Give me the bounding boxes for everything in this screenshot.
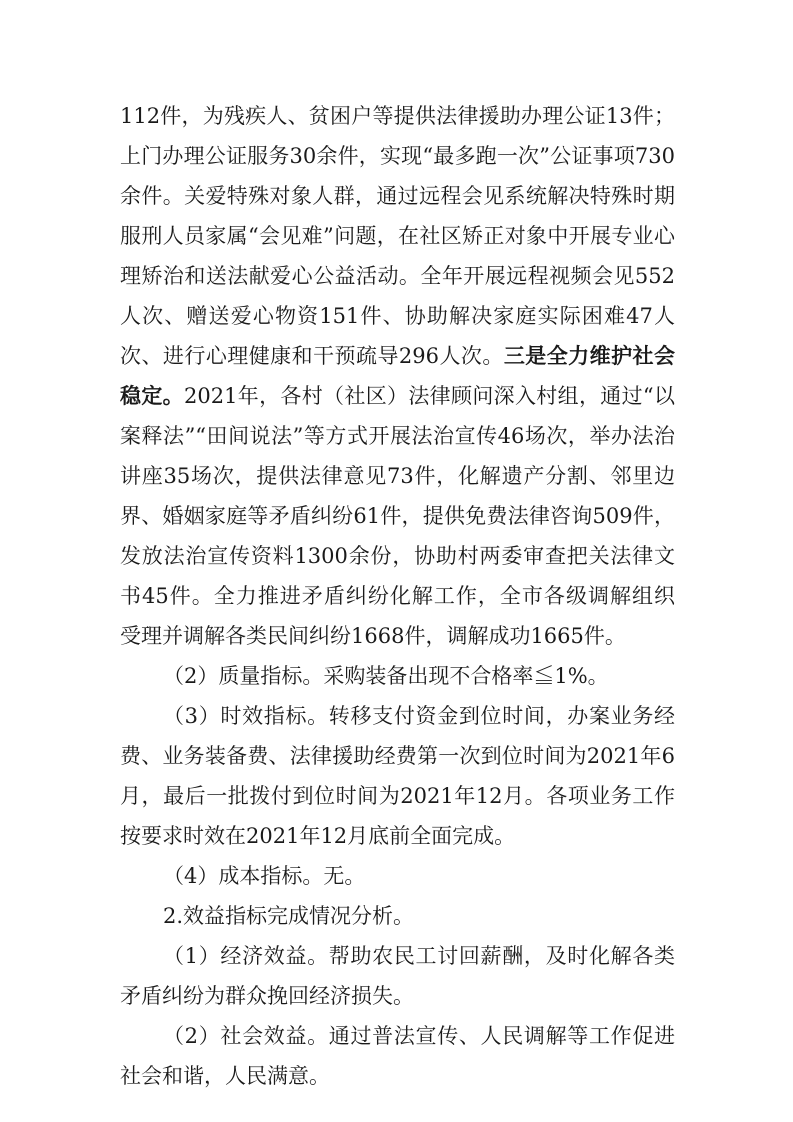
text-line: 案释法”“田间说法”等方式开展法治宣传46场次，举办法治 <box>120 424 675 448</box>
text-line: （3）时效指标。转移支付资金到位时间，办案业务经 <box>163 704 675 728</box>
text-line: 界、婚姻家庭等矛盾纠纷61件，提供免费法律咨询509件， <box>120 504 675 528</box>
text-line: （1）经济效益。帮助农民工讨回薪酬，及时化解各类 <box>163 944 675 968</box>
text-line: 书45件。全力推进矛盾纠纷化解工作，全市各级调解组织 <box>120 584 675 608</box>
text-line: 月，最后一批拨付到位时间为2021年12月。各项业务工作 <box>120 784 675 808</box>
text-line: 按要求时效在2021年12月底前全面完成。 <box>120 824 516 848</box>
text-line: 费、业务装备费、法律援助经费第一次到位时间为2021年6 <box>120 744 675 768</box>
text-line: 服刑人员家属“会见难”问题，在社区矫正对象中开展专业心 <box>120 224 675 248</box>
text-line <box>120 381 675 411</box>
bold-heading-run: 三是全力维护社会 <box>503 343 675 368</box>
text-line: 余件。关爱特殊对象人群，通过远程会见系统解决特殊时期 <box>120 184 675 208</box>
text-line: （2）质量指标。采购装备出现不合格率≦1%。 <box>163 664 609 688</box>
text-line: 理矫治和送法献爱心公益活动。全年开展远程视频会见552 <box>120 264 675 288</box>
text-line: 受理并调解各类民间纠纷1668件，调解成功1665件。 <box>120 624 626 648</box>
text-line: 讲座35场次，提供法律意见73件，化解遗产分割、邻里边 <box>120 464 675 488</box>
section-heading: 2.效益指标完成情况分析。 <box>163 904 415 928</box>
text-line: 上门办理公证服务30余件，实现“最多跑一次”公证事项730 <box>120 144 675 168</box>
text-line: （2）社会效益。通过普法宣传、人民调解等工作促进 <box>163 1024 675 1048</box>
text-line: 社会和谐，人民满意。 <box>120 1064 330 1088</box>
text-line: 发放法治宣传资料1300余份，协助村两委审查把关法律文 <box>120 544 675 568</box>
bold-heading-run: 稳定。 <box>120 383 184 408</box>
text-run: 2021年，各村（社区）法律顾问深入村组，通过“以 <box>183 384 675 408</box>
text-run: 次、进行心理健康和干预疏导296人次。 <box>120 344 504 368</box>
text-line: （4）成本指标。无。 <box>163 864 366 888</box>
text-line <box>120 341 675 371</box>
text-line: 112件，为残疾人、贫困户等提供法律援助办理公证13件； <box>120 104 675 128</box>
text-line: 矛盾纠纷为群众挽回经济损失。 <box>120 984 414 1008</box>
text-line: 人次、赠送爱心物资151件、协助解决家庭实际困难47人 <box>120 304 675 328</box>
